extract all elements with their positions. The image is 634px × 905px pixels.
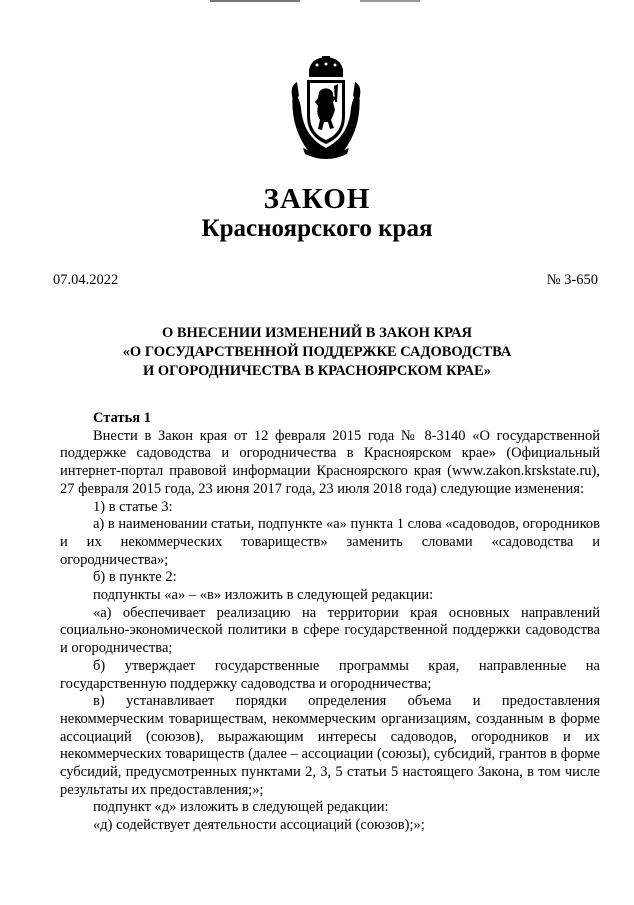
heading-line: О ВНЕСЕНИИ ИЗМЕНЕНИЙ В ЗАКОН КРАЯ: [161, 325, 473, 341]
coat-of-arms-icon: [287, 56, 365, 160]
scan-edge-line: [360, 0, 420, 2]
crown-icon: [309, 56, 343, 77]
paragraph: 1) в статье 3:: [93, 498, 173, 515]
scan-edge-line: [210, 0, 300, 2]
document-number: № 3-650: [546, 272, 598, 288]
heading-line: «О ГОСУДАРСТВЕННОЙ ПОДДЕРЖКЕ САДОВОДСТВА: [122, 344, 512, 360]
law-heading: [0, 324, 634, 381]
article-title: Статья 1: [93, 410, 151, 426]
paragraph: «а) обеспечивает реализацию на территории края основных направлений социально-экономической политики в сфере государственной поддержки садоводства и огородничества;: [60, 604, 600, 657]
law-title: ЗАКОН: [263, 183, 371, 215]
article-body: [60, 410, 600, 835]
heading-line: И ОГОРОДНИЧЕСТВА В КРАСНОЯРСКОМ КРАЕ»: [143, 363, 491, 379]
paragraph: подпункт «д» изложить в следующей редакции:: [93, 799, 389, 816]
paragraph: подпункты «а» – «в» изложить в следующей редакции:: [93, 587, 434, 604]
paragraph: а) в наименовании статьи, подпункте «а» пункта 1 слова «садоводов, огородников и их некоммерческих товариществ» заменить словами «садоводства и огородничества»;: [60, 516, 600, 568]
paragraph: б) утверждает государственные программы края, направленные на государственную поддержку садоводства и огородничества;: [60, 657, 600, 692]
document-date: 07.04.2022: [53, 272, 119, 288]
paragraph: Внести в Закон края от 12 февраля 2015 года № 8-3140 «О государственной поддержке садоводства и огородничества в Красноярском крае» (Официальный интернет-портал правовой информации Красноярского края (www.zakon.krskstate.ru), 27 февраля 2015 года, 23 июня 2017 года, 23 июля 2018 года) следующие изменения:: [60, 427, 600, 497]
paragraph: в) устанавливает порядки определения объема и предоставления некоммерческим товариществам, некоммерческим организациям, созданным в форме ассоциаций (союзов), выражающим интересы садоводов, огородников и их некоммерческих товариществ (далее – ассоциации (союзы), субсидий, грантов в форме субсидий, предусмотренных пунктами 2, 3, 5 статьи 5 настоящего Закона, в том числе результаты их предоставления;»;: [60, 693, 600, 798]
law-region: Красноярского края: [201, 215, 433, 242]
paragraph: «д) содействует деятельности ассоциаций (союзов);»;: [93, 817, 425, 834]
paragraph: б) в пункте 2:: [93, 569, 177, 586]
